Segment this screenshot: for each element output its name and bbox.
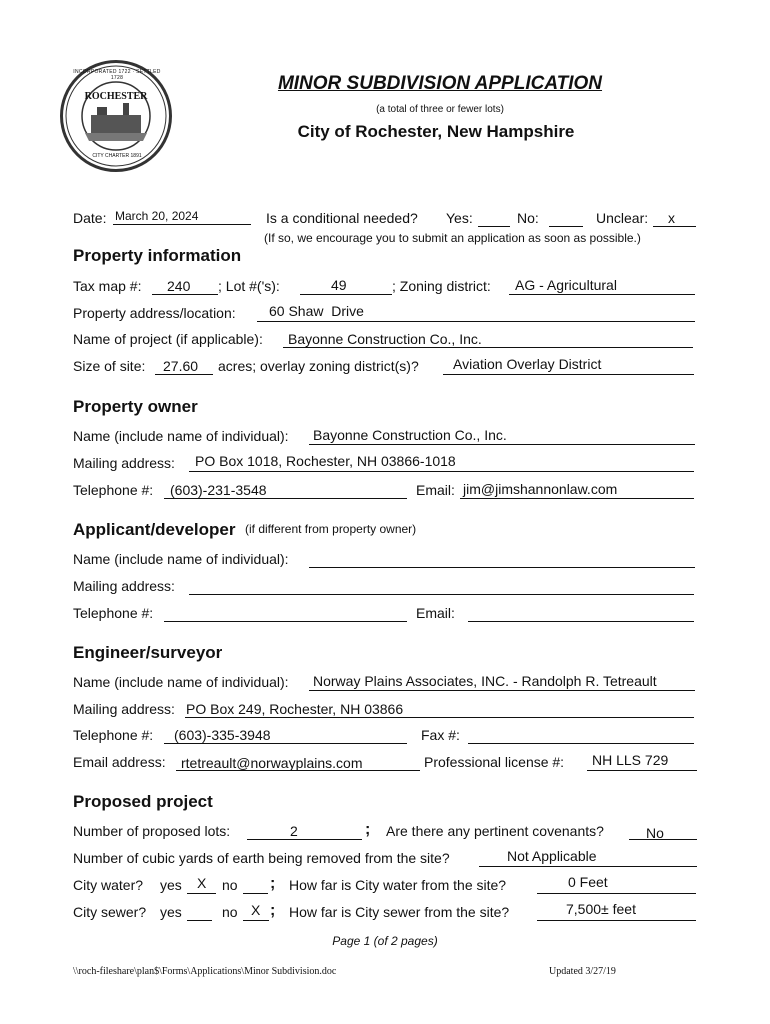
applicant-email-label: Email: — [416, 605, 455, 621]
applicant-phone-label: Telephone #: — [73, 605, 154, 621]
overlay-value: Aviation Overlay District — [453, 356, 602, 372]
engineer-mailing-field[interactable] — [185, 700, 694, 718]
earth-field[interactable] — [479, 849, 697, 867]
license-field[interactable] — [587, 753, 697, 771]
owner-name-value: Bayonne Construction Co., Inc. — [313, 427, 507, 443]
engineer-fax-field[interactable] — [468, 726, 694, 744]
engineer-email-value: rtetreault@norwayplains.com — [181, 755, 363, 771]
owner-email-label: Email: — [416, 482, 455, 498]
water-yes-value: X — [197, 875, 207, 891]
applicant-phone-field[interactable] — [164, 604, 407, 622]
sewer-no-value: X — [251, 902, 261, 918]
date-value: March 20, 2024 — [115, 209, 199, 223]
earth-label: Number of cubic yards of earth being removed from the site? — [73, 850, 450, 866]
lots-value: 2 — [290, 823, 298, 839]
sewer-no-field[interactable] — [243, 903, 269, 921]
zoning-value: AG - Agricultural — [515, 277, 617, 293]
water-distance-value: 0 Feet — [568, 874, 608, 890]
conditional-note: (If so, we encourage you to submit an application as soon as possible.) — [264, 231, 641, 245]
city-name: City of Rochester, New Hampshire — [297, 122, 575, 141]
size-value: 27.60 — [163, 358, 199, 374]
section-proposed-project: Proposed project — [73, 792, 213, 811]
section-engineer: Engineer/surveyor — [73, 643, 223, 662]
engineer-phone-label: Telephone #: — [73, 727, 154, 743]
sewer-distance-value: 7,500± feet — [566, 901, 636, 917]
property-address-field[interactable] — [257, 304, 695, 322]
lots-semicolon: ; — [365, 821, 371, 838]
address-value: 60 Shaw Drive — [269, 303, 364, 319]
lots-label: Number of proposed lots: — [73, 823, 231, 839]
lots-field[interactable] — [247, 822, 362, 840]
seal-ring-top: INCORPORATED 1722 · SETTLED 1728 — [73, 69, 161, 81]
water-semicolon: ; — [270, 875, 276, 892]
owner-email-field[interactable] — [460, 481, 694, 499]
sewer-label: City sewer? — [73, 904, 147, 920]
engineer-email-field[interactable] — [176, 753, 420, 771]
license-value: NH LLS 729 — [592, 752, 669, 768]
zoning-field[interactable] — [509, 277, 695, 295]
applicant-name-label: Name (include name of individual): — [73, 551, 289, 567]
lot-label: ; Lot #('s): — [218, 278, 280, 294]
owner-mailing-value: PO Box 1018, Rochester, NH 03866-1018 — [195, 453, 456, 469]
project-name-field[interactable] — [283, 330, 693, 348]
applicant-name-field[interactable] — [309, 550, 695, 568]
date-label: Date: — [73, 210, 107, 226]
engineer-name-label: Name (include name of individual): — [73, 674, 289, 690]
file-path: \\roch-fileshare\plan$\Forms\Applications\Minor Subdivision.doc — [73, 966, 337, 977]
water-yes-field[interactable] — [187, 876, 216, 894]
conditional-label: Is a conditional needed? — [266, 210, 418, 226]
water-distance-label: How far is City water from the site? — [289, 877, 507, 893]
water-label: City water? — [73, 877, 144, 893]
address-label: Property address/location: — [73, 305, 236, 321]
page-number: Page 1 (of 2 pages) — [332, 934, 438, 948]
water-distance-field[interactable] — [537, 876, 696, 894]
conditional-unclear-field[interactable] — [653, 209, 696, 227]
form-title: MINOR SUBDIVISION APPLICATION — [277, 73, 603, 94]
engineer-phone-field[interactable] — [164, 726, 407, 744]
unclear-label: Unclear: — [596, 210, 649, 226]
engineer-name-value: Norway Plains Associates, INC. - Randolph R. Tetreault — [313, 673, 657, 689]
applicant-note: (if different from property owner) — [245, 522, 417, 536]
sewer-semicolon: ; — [270, 902, 276, 919]
owner-name-label: Name (include name of individual): — [73, 428, 289, 444]
zoning-label: ; Zoning district: — [392, 278, 491, 294]
section-property-owner: Property owner — [73, 397, 198, 416]
seal-ring-bottom: CITY CHARTER 1891 — [92, 153, 142, 159]
sewer-distance-field[interactable] — [537, 903, 696, 921]
owner-mailing-field[interactable] — [189, 454, 694, 472]
applicant-email-field[interactable] — [468, 604, 694, 622]
applicant-mailing-label: Mailing address: — [73, 578, 175, 594]
no-label: No: — [517, 210, 539, 226]
unclear-value: x — [668, 210, 675, 226]
acres-label: acres; overlay zoning district(s)? — [218, 358, 419, 374]
engineer-mailing-label: Mailing address: — [73, 701, 175, 717]
covenants-field[interactable] — [629, 822, 697, 840]
conditional-no-field[interactable] — [549, 209, 583, 227]
covenants-label: Are there any pertinent covenants? — [386, 823, 604, 839]
engineer-name-field[interactable] — [309, 673, 695, 691]
site-size-field[interactable] — [155, 357, 213, 375]
seal-text: ROCHESTER — [84, 91, 148, 102]
owner-email-value: jim@jimshannonlaw.com — [463, 481, 618, 497]
tax-map-label: Tax map #: — [73, 278, 142, 294]
project-label: Name of project (if applicable): — [73, 331, 263, 347]
license-label: Professional license #: — [424, 754, 565, 770]
overlay-field[interactable] — [443, 357, 694, 375]
owner-phone-value: (603)-231-3548 — [170, 482, 267, 498]
yes-label: Yes: — [446, 210, 473, 226]
water-no-field[interactable] — [243, 876, 268, 894]
section-applicant: Applicant/developer — [73, 520, 236, 539]
section-property-information: Property information — [73, 246, 242, 265]
owner-mailing-label: Mailing address: — [73, 455, 175, 471]
engineer-email-label: Email address: — [73, 754, 166, 770]
tax-map-field[interactable] — [152, 277, 218, 295]
city-seal — [60, 60, 172, 172]
sewer-yes-label: yes — [160, 904, 182, 920]
lot-value: 49 — [331, 277, 347, 293]
form-subtitle: (a total of three or fewer lots) — [376, 104, 504, 115]
water-no-label: no — [222, 877, 238, 893]
owner-phone-field[interactable] — [164, 481, 407, 499]
updated-date: Updated 3/27/19 — [549, 966, 616, 977]
applicant-mailing-field[interactable] — [189, 577, 694, 595]
water-yes-label: yes — [160, 877, 182, 893]
covenants-value: No — [646, 825, 664, 841]
conditional-yes-field[interactable] — [478, 209, 510, 227]
sewer-yes-field[interactable] — [187, 903, 212, 921]
engineer-fax-label: Fax #: — [421, 727, 460, 743]
date-field[interactable] — [113, 208, 251, 225]
tax-map-value: 240 — [167, 278, 191, 294]
sewer-distance-label: How far is City sewer from the site? — [289, 904, 510, 920]
sewer-no-label: no — [222, 904, 238, 920]
size-label: Size of site: — [73, 358, 146, 374]
owner-phone-label: Telephone #: — [73, 482, 154, 498]
project-value: Bayonne Construction Co., Inc. — [288, 331, 482, 347]
engineer-phone-value: (603)-335-3948 — [174, 727, 271, 743]
lot-field[interactable] — [300, 277, 392, 295]
engineer-mailing-value: PO Box 249, Rochester, NH 03866 — [186, 701, 404, 717]
owner-name-field[interactable] — [309, 427, 695, 445]
earth-value: Not Applicable — [507, 848, 597, 864]
